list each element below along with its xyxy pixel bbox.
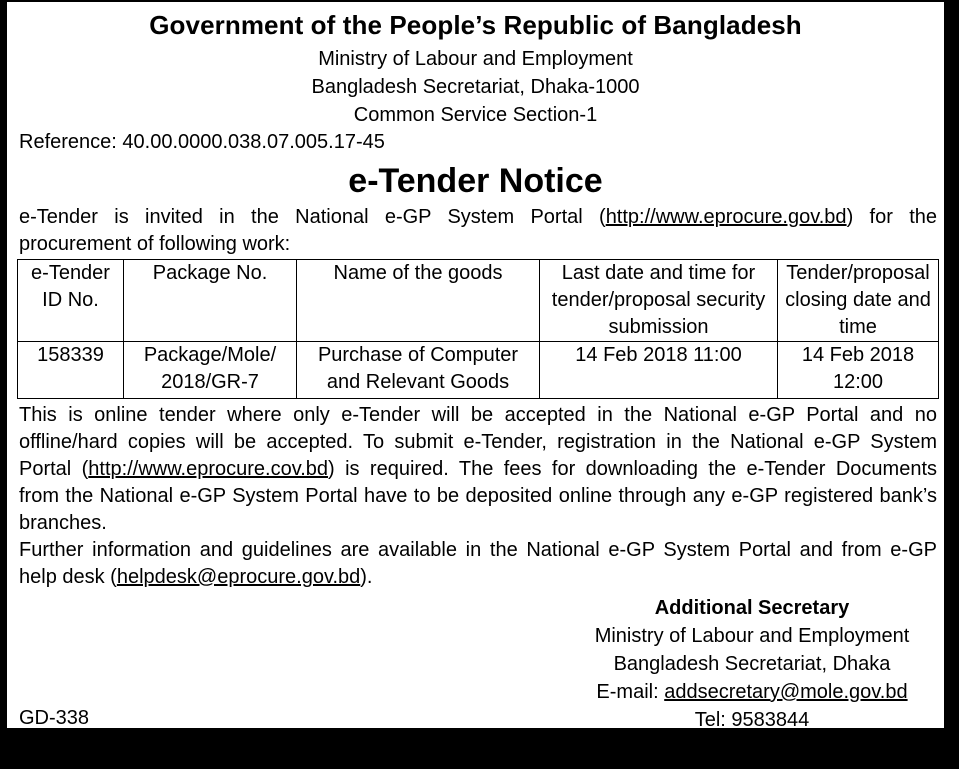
ministry-name: Ministry of Labour and Employment	[318, 48, 633, 70]
header-tender-id: e-Tender ID No.	[18, 260, 124, 342]
intro-line-1	[19, 204, 937, 231]
intro-paragraph	[19, 204, 937, 258]
cell-closing-date: 14 Feb 2018 12:00	[778, 342, 939, 399]
signatory-designation: Additional Secretary	[654, 597, 850, 619]
portal-link-2[interactable]: http://www.eprocure.cov.bd	[88, 458, 329, 480]
reference-number: Reference: 40.00.0000.038.07.005.17-45	[19, 131, 385, 153]
helpdesk-email-link[interactable]: helpdesk@eprocure.gov.bd	[116, 566, 361, 588]
tender-notice	[5, 0, 946, 731]
cell-tender-id: 158339	[18, 342, 124, 399]
cell-package-no: Package/Mole/ 2018/GR-7	[124, 342, 297, 399]
government-title: Government of the People’s Republic of Bangladesh	[149, 10, 802, 40]
tender-table	[17, 259, 939, 399]
notice-title: e-Tender Notice	[348, 162, 603, 200]
body-text-suffix: ) is required. The fees for downloading the e-Tender Documents	[328, 458, 937, 480]
signatory-phone: Tel: 9583844	[694, 709, 810, 731]
header-closing-date: Tender/proposal closing date and time	[778, 260, 939, 342]
signatory-email-link[interactable]: addsecretary@mole.gov.bd	[664, 681, 908, 703]
header-security-deadline: Last date and time for tender/proposal security submission	[540, 260, 778, 342]
table-row	[18, 342, 939, 399]
body-line-1: This is online tender where only e-Tender will be accepted in the National e-GP Portal and no	[19, 404, 937, 426]
body-line-6: Further information and guidelines are available in the National e-GP System Portal and from e-GP	[19, 539, 937, 561]
body-line-7	[19, 564, 937, 591]
section-name: Common Service Section-1	[353, 104, 598, 126]
body-line-4: from the National e-GP System Portal have to be deposited online through any e-GP registered bank’s	[19, 485, 937, 507]
secretariat-address: Bangladesh Secretariat, Dhaka-1000	[311, 76, 640, 98]
body-line-3	[19, 456, 937, 483]
cell-goods-name: Purchase of Computer and Relevant Goods	[297, 342, 540, 399]
table-header-row	[18, 260, 939, 342]
intro-text-suffix: ) for the	[846, 206, 937, 228]
email-label: E-mail:	[596, 681, 665, 703]
helpdesk-text: help desk (	[19, 566, 117, 588]
footer-code: GD-338	[19, 707, 90, 729]
intro-line-2: procurement of following work:	[19, 233, 291, 255]
body-line-5: branches.	[19, 512, 107, 534]
intro-text: e-Tender is invited in the National e-GP System Portal (	[19, 206, 606, 228]
body-line-2: offline/hard copies will be accepted. To submit e-Tender, registration in the National e-GP System	[19, 431, 937, 453]
cell-security-deadline: 14 Feb 2018 11:00	[540, 342, 778, 399]
body-text: Portal (	[19, 458, 89, 480]
instructions-paragraph	[19, 402, 937, 591]
signatory-email	[582, 678, 922, 706]
portal-link[interactable]: http://www.eprocure.gov.bd	[605, 206, 847, 228]
helpdesk-text-suffix: ).	[360, 566, 373, 588]
signature-block	[582, 594, 922, 734]
header-goods-name: Name of the goods	[297, 260, 540, 342]
signatory-ministry: Ministry of Labour and Employment	[594, 625, 910, 647]
header-package-no: Package No.	[124, 260, 297, 342]
signatory-address: Bangladesh Secretariat, Dhaka	[613, 653, 891, 675]
